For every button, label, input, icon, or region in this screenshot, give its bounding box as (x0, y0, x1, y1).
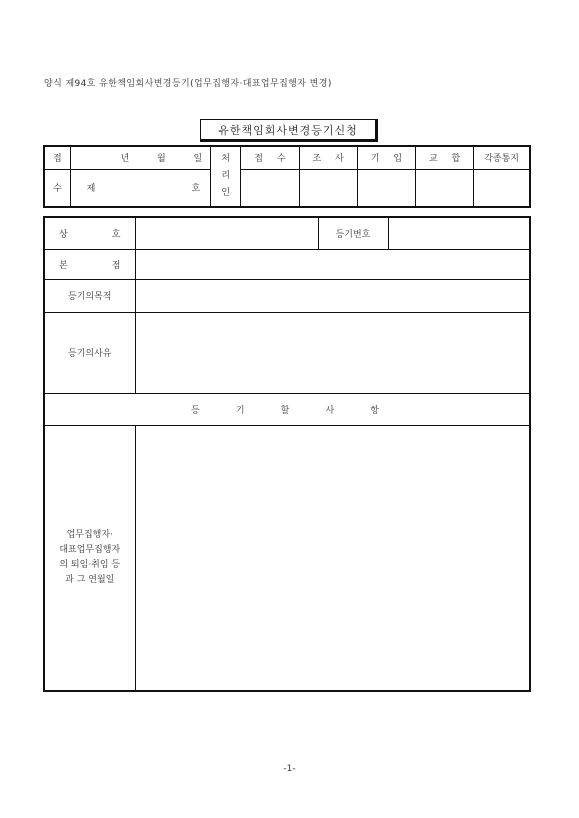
col-notices-header: 각종통지 (474, 146, 530, 169)
application-table (43, 216, 531, 692)
company-name-label: 상 호 (44, 217, 135, 249)
officer-change-line-2: 대표업무집행자 (59, 544, 121, 555)
receipt-no-suffix: 호 (191, 184, 201, 195)
officer-change-field[interactable] (135, 425, 530, 691)
check-stamp-cell[interactable] (415, 169, 473, 207)
reason-label: 등기의사유 (44, 312, 135, 393)
processor-char-3: 인 (221, 188, 231, 198)
reg-number-label: 등기번호 (318, 217, 388, 249)
form-title: 유한책임회사변경등기신청 (200, 119, 378, 142)
receipt-label-top: 접 (44, 146, 70, 169)
receipt-no-prefix: 제 (86, 184, 96, 195)
entry-stamp-cell[interactable] (357, 169, 415, 207)
receipt-year-label: 년 (120, 154, 130, 165)
processor-char-1: 처 (221, 154, 231, 164)
purpose-field[interactable] (135, 279, 530, 312)
receipt-date-cell[interactable] (70, 146, 211, 169)
head-office-label: 본 점 (44, 249, 135, 279)
receipt-day-label: 일 (193, 154, 203, 165)
purpose-label: 등기의목적 (44, 279, 135, 312)
receipt-month-label: 월 (157, 154, 166, 165)
processor-char-2: 리 (221, 171, 231, 181)
officer-change-line-4: 과 그 연월일 (65, 574, 115, 585)
reason-field[interactable] (135, 312, 530, 393)
receipt-label-bottom: 수 (44, 169, 70, 207)
form-number-label: 양식 제94호 유한책임회사변경등기(업무집행자·대표업무집행자 변경) (44, 79, 332, 89)
officer-change-label (44, 425, 135, 691)
receipt-table (43, 145, 531, 208)
reg-number-field[interactable] (388, 217, 530, 249)
col-entry-header: 기 입 (357, 146, 415, 169)
col-receipt-header: 접 수 (241, 146, 299, 169)
col-check-header: 교 합 (415, 146, 473, 169)
matters-header: 등 기 할 사 항 (44, 393, 530, 425)
col-review-header: 조 사 (299, 146, 357, 169)
officer-change-line-1: 업무집행자· (66, 529, 113, 540)
receipt-stamp-cell[interactable] (241, 169, 299, 207)
company-name-field[interactable] (135, 217, 318, 249)
page-number: -1- (283, 764, 296, 774)
officer-change-line-3: 의 퇴임·취임 등 (59, 559, 121, 570)
head-office-field[interactable] (135, 249, 530, 279)
processor-label (211, 146, 241, 207)
review-stamp-cell[interactable] (299, 169, 357, 207)
notices-stamp-cell[interactable] (474, 169, 530, 207)
receipt-number-cell[interactable] (70, 169, 211, 207)
